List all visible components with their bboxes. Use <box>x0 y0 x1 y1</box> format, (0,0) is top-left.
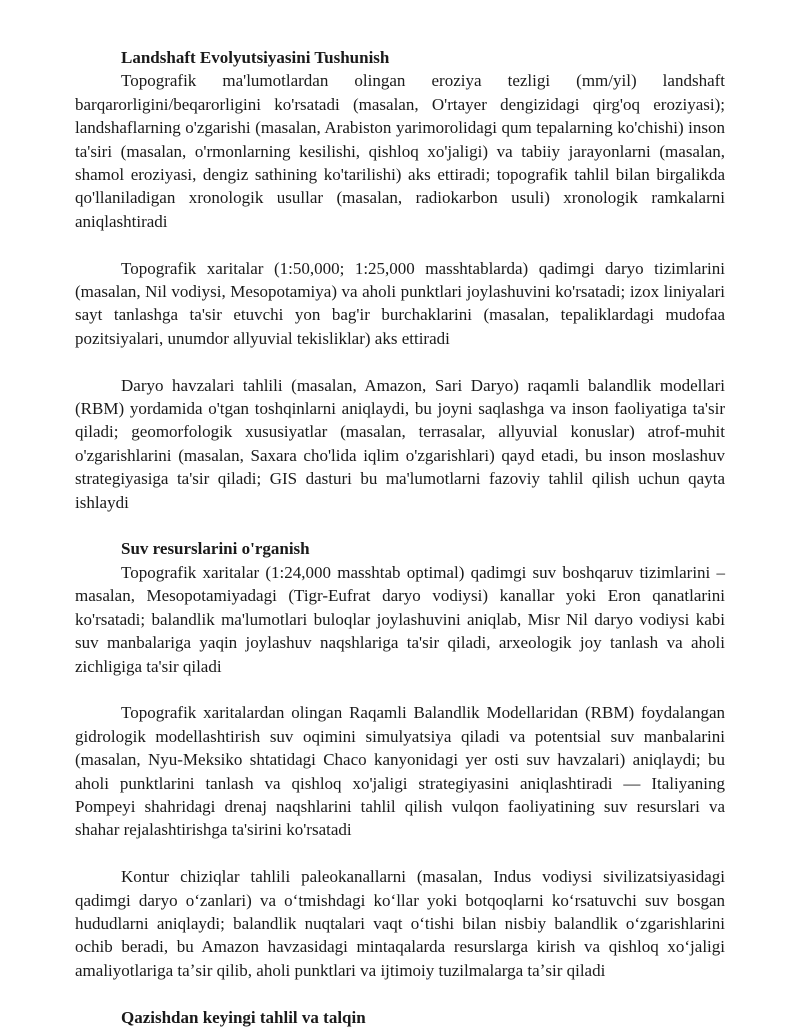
paragraph: Topografik xaritalardan olingan Raqamli Balandlik Modellaridan (RBM) foydalangan gidrologik modellashtirish suv oqimini simulyatsiya qiladi va potentsial suv manbalarini (masalan, Nyu-Meksiko shtatidagi Chaco kanyonidagi yer osti suv havzalari) aniqlaydi; bu aholi punktlarini tanlash va qishloq xo'jaligi strategiyasini aniqlashtiradi — Italiyaning Pompeyi shahridagi drenaj naqshlarini tahlil qilish vulqon faoliyatining suv resurslari va shahar rejalashtirishga ta'sirini ko'rsatadi <box>75 703 725 840</box>
section-heading: Qazishdan keyingi tahlil va talqin <box>121 1007 366 1027</box>
paragraph: Kontur chiziqlar tahlili paleokanallarni (masalan, Indus vodiysi sivilizatsiyasidagi qadimgi daryo oʻzanlari) va oʻtmishdagi koʻllar yoki botqoqlarni koʻrsatuvchi suv bosgan hududlarni aniqlaydi; balandlik nuqtalari vaqt oʻtishi bilan nisbiy balandlik oʻzgarishlarini ochib beradi, bu Amazon havzasidagi mintaqalarda resurslarga kirish va qishloq xoʻjaligi amaliyotlariga taʼsir qilib, aholi punktlari va ijtimoiy tuzilmalarga taʼsir qiladi <box>75 867 725 980</box>
paragraph: Daryo havzalari tahlili (masalan, Amazon, Sari Daryo) raqamli balandlik modellari (RBM) yordamida o'tgan toshqinlarni aniqlaydi, bu joyni saqlashga va inson faoliyatiga ta'sir qiladi; geomorfologik xususiyatlar (masalan, terrasalar, allyuvial konuslar) atrof-muhit o'zgarishlarini (masalan, Saxara cho'lida iqlim o'zgarishlari) qayd etadi, bu inson moslashuv strategiyasiga ta'sir qiladi; GIS dasturi bu ma'lumotlarni fazoviy tahlil qilish uchun qayta ishlaydi <box>75 375 725 512</box>
section-heading: Suv resurslarini o'rganish <box>121 539 310 559</box>
paragraph: Topografik xaritalar (1:24,000 masshtab optimal) qadimgi suv boshqaruv tizimlarini – masalan, Mesopotamiyadagi (Tigr-Eufrat daryo vodiysi) kanallar yoki Eron qanatlarini ko'rsatadi; balandlik ma'lumotlari buloqlar joylashuvini aniqlab, Misr Nil daryo vodiysi kabi suv manbalariga yaqin joylashuv naqshlariga ta'sir qiladi, arxeologik joy tanlash va aholi zichligiga ta'sir qiladi <box>75 562 725 676</box>
paragraph: Topografik xaritalar (1:50,000; 1:25,000 masshtablarda) qadimgi daryo tizimlarini (masalan, Nil vodiysi, Mesopotamiya) va aholi punktlari joylashuvini ko'rsatadi; izox liniyalari sayt tanlashga ta'sir etuvchi yon bag'ir burchaklarini (masalan, tepaliklardagi mudofaa pozitsiyalari, unumdor allyuvial tekisliklar) aks ettiradi <box>75 258 725 348</box>
paragraph: Topografik ma'lumotlardan olingan eroziya tezligi (mm/yil) landshaft barqarorligini/beqarorligini ko'rsatadi (masalan, O'rtayer dengizidagi qirg'oq eroziyasi); landshaflarning o'zgarishi (masalan, Arabiston yarimorolidagi qum tepalarning ko'chishi) inson ta'siri (masalan, o'rmonlarning kesilishi, qishloq xo'jaligi) va tabiiy jarayonlarni (masalan, shamol eroziyasi, dengiz sathining ko'tarilishi) aks ettiradi; topografik tahlil bilan birgalikda qo'llaniladigan xronologik usullar (masalan, radiokarbon usuli) xronologik ramkalarni aniqlashtiradi <box>75 71 725 231</box>
section-heading: Landshaft Evolyutsiyasini Tushunish <box>121 48 390 67</box>
